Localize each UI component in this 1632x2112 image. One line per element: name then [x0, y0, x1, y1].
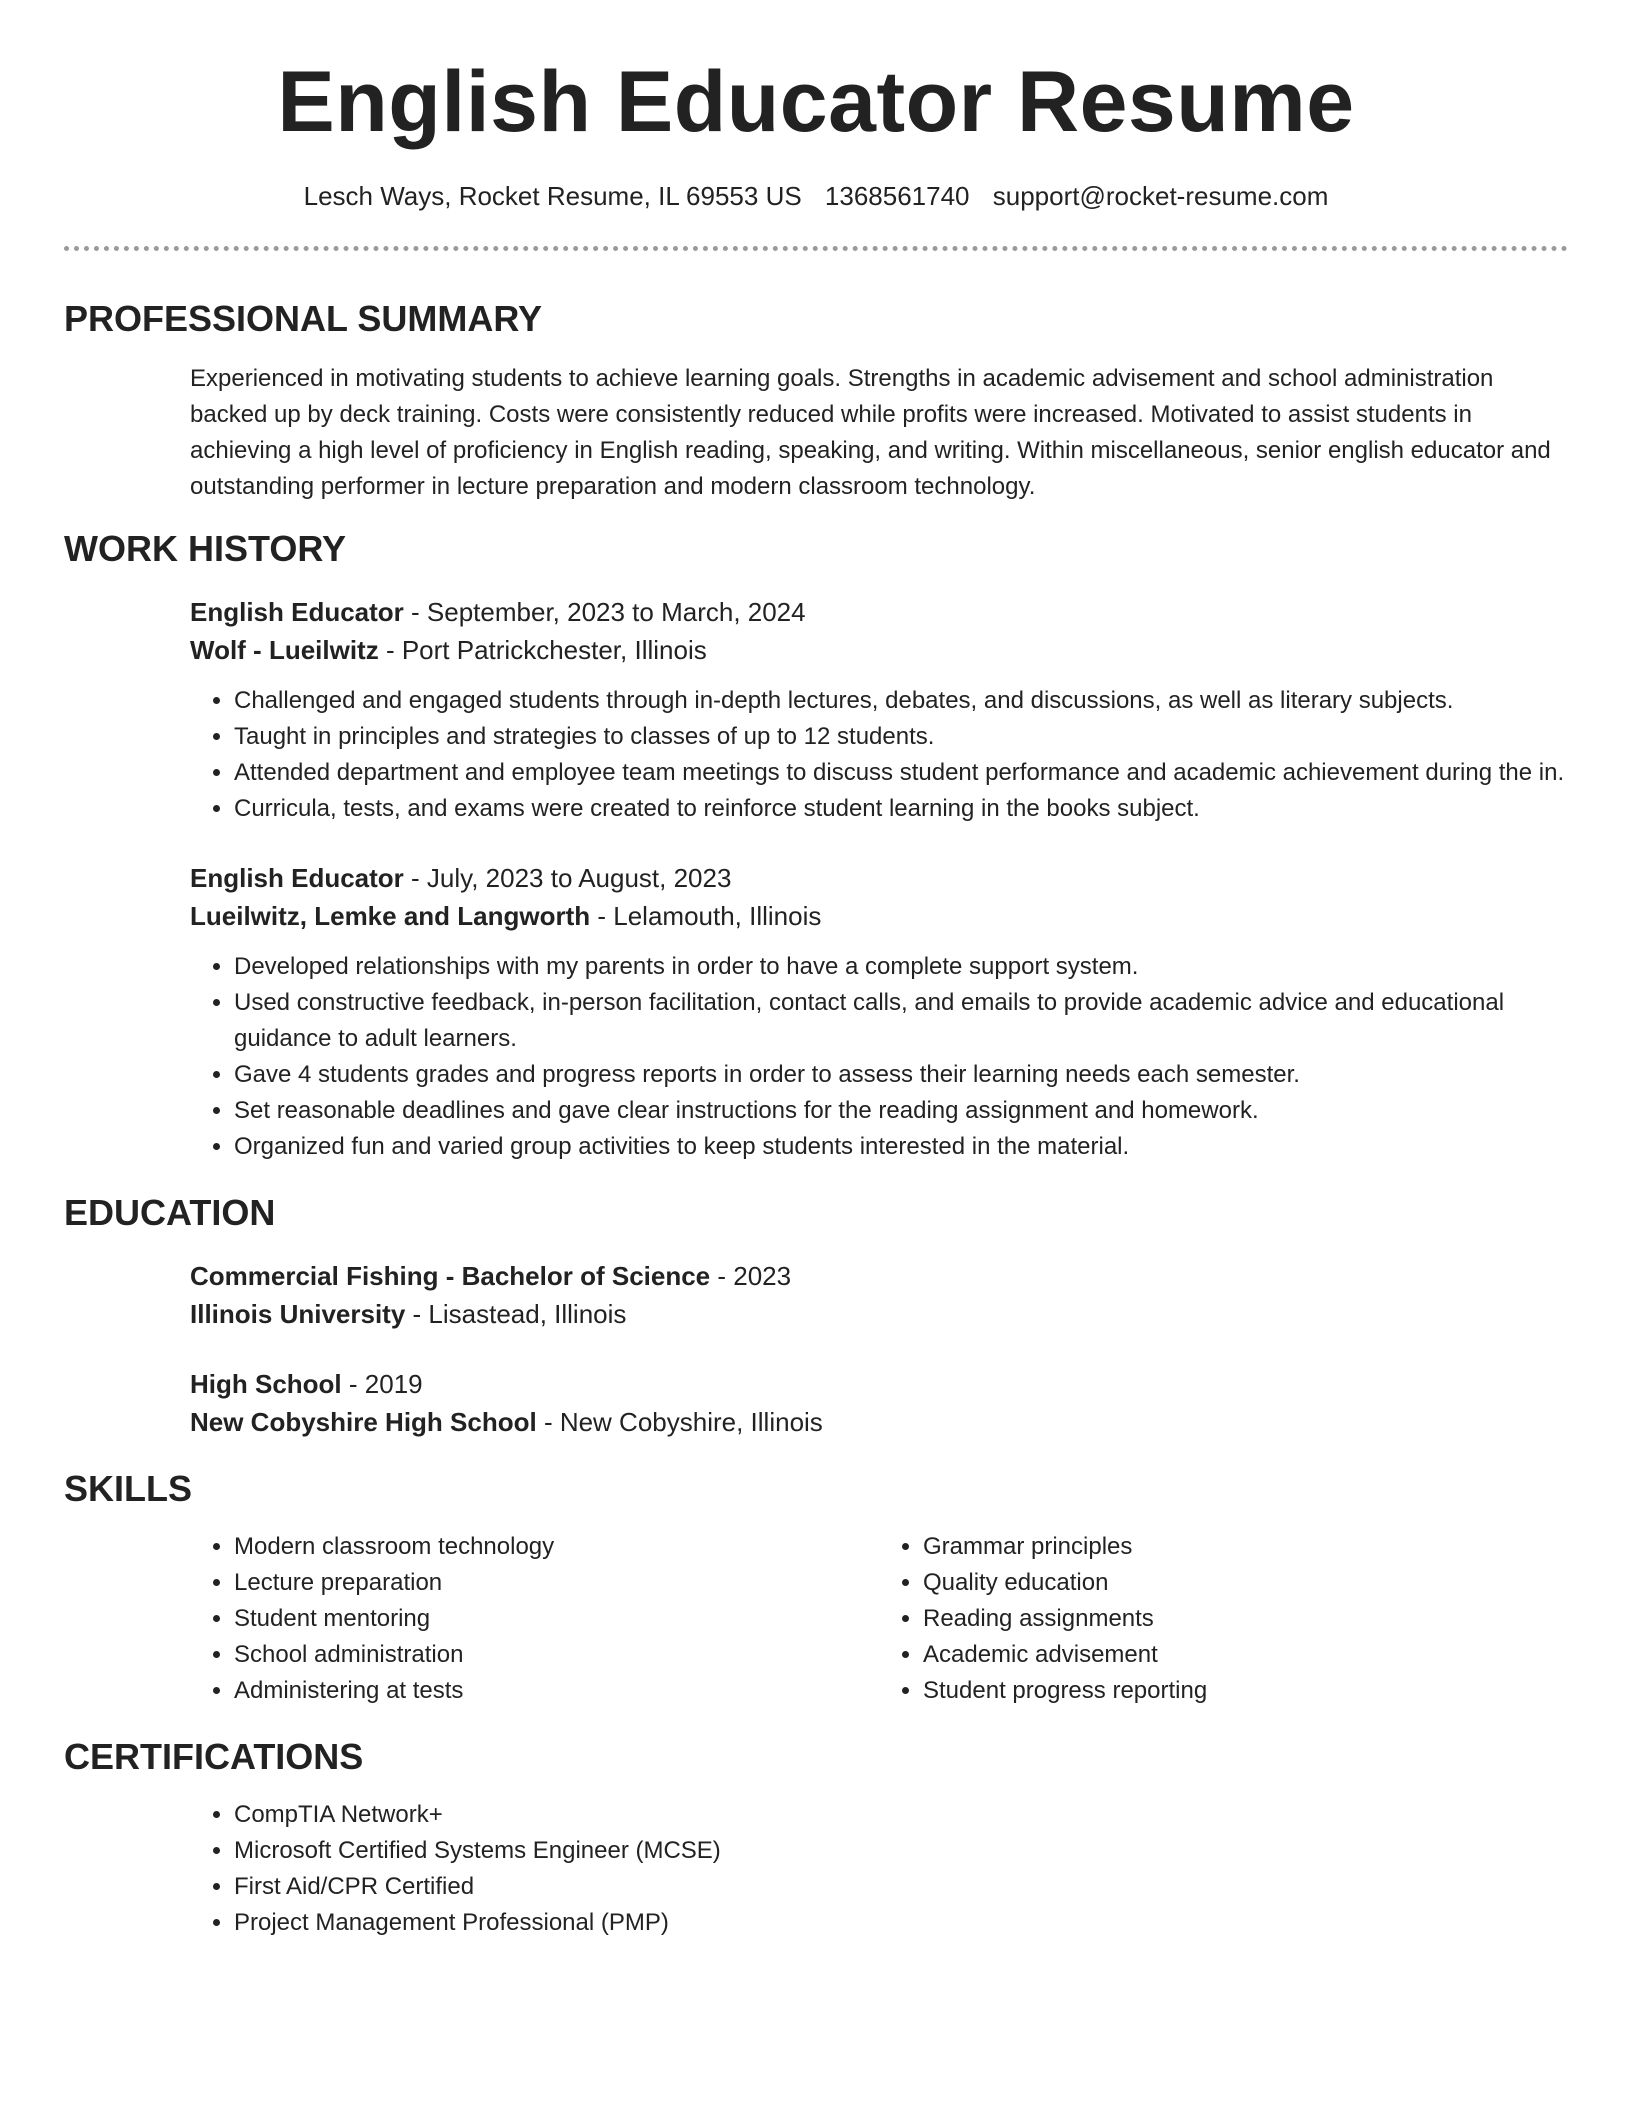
skills-column-left: [190, 1529, 879, 1709]
section-skills: [64, 1467, 1568, 1709]
certification-item: • Microsoft Certified Systems Engineer (MCSE): [234, 1833, 1568, 1869]
education-location: - Lisastead, Illinois: [405, 1299, 627, 1329]
section-title-work: WORK HISTORY: [64, 528, 347, 569]
skill-item: • Modern classroom technology: [234, 1529, 879, 1565]
section-title-skills: SKILLS: [64, 1468, 193, 1509]
education-year: - 2019: [341, 1369, 423, 1399]
education-degree-line: [190, 1365, 1568, 1403]
job-bullets: [190, 949, 1568, 1165]
job-entry: [190, 593, 1568, 827]
skill-item: • Reading assignments: [923, 1601, 1568, 1637]
skills-grid: [64, 1529, 1568, 1709]
resume-title: English Educator Resume: [277, 54, 1355, 150]
job-bullet: • Taught in principles and strategies to classes of up to 12 students.: [234, 719, 1568, 755]
section-title-summary: PROFESSIONAL SUMMARY: [64, 298, 543, 339]
education-degree-line: [190, 1257, 1568, 1295]
section-education: [64, 1191, 1568, 1441]
work-list: [64, 593, 1568, 1165]
job-company-line: [190, 631, 1568, 669]
job-bullets: [190, 683, 1568, 827]
contact-phone: 1368561740: [824, 181, 970, 211]
skill-item: • Quality education: [923, 1565, 1568, 1601]
job-title-line: [190, 593, 1568, 631]
education-entry: [190, 1257, 1568, 1333]
skill-item: • Grammar principles: [923, 1529, 1568, 1565]
header-divider: [64, 246, 1568, 251]
job-company: Wolf - Lueilwitz: [190, 635, 379, 665]
certifications-list: [64, 1797, 1568, 1941]
job-bullet: • Challenged and engaged students through in-depth lectures, debates, and discussions, as well as literary subjects.: [234, 683, 1568, 719]
skill-item: • Lecture preparation: [234, 1565, 879, 1601]
job-company-line: [190, 897, 1568, 935]
skill-item: • Administering at tests: [234, 1673, 879, 1709]
job-bullet: • Gave 4 students grades and progress reports in order to assess their learning needs each semester.: [234, 1057, 1568, 1093]
job-location: - Lelamouth, Illinois: [590, 901, 822, 931]
job-bullet: • Curricula, tests, and exams were created to reinforce student learning in the books subject.: [234, 791, 1568, 827]
contact-address: Lesch Ways, Rocket Resume, IL 69553 US: [303, 181, 802, 211]
resume-header: [64, 0, 1568, 214]
job-bullet: • Organized fun and varied group activities to keep students interested in the material.: [234, 1129, 1568, 1165]
section-title-certifications: CERTIFICATIONS: [64, 1736, 364, 1777]
job-bullet: • Attended department and employee team meetings to discuss student performance and academic achievement during the in.: [234, 755, 1568, 791]
education-degree: Commercial Fishing - Bachelor of Science: [190, 1261, 711, 1291]
job-bullet: • Used constructive feedback, in-person facilitation, contact calls, and emails to provide academic advice and educational guidance to adult learners.: [234, 985, 1568, 1057]
education-entry: [190, 1365, 1568, 1441]
job-location: - Port Patrickchester, Illinois: [378, 635, 707, 665]
education-year: - 2023: [710, 1261, 792, 1291]
education-school: New Cobyshire High School: [190, 1407, 537, 1437]
education-school: Illinois University: [190, 1299, 406, 1329]
certification-item: • First Aid/CPR Certified: [234, 1869, 1568, 1905]
job-dates: - September, 2023 to March, 2024: [403, 597, 806, 627]
job-bullet: • Developed relationships with my parents in order to have a complete support system.: [234, 949, 1568, 985]
education-list: [64, 1257, 1568, 1441]
section-certifications: [64, 1735, 1568, 1941]
education-school-line: [190, 1295, 1568, 1333]
education-location: - New Cobyshire, Illinois: [536, 1407, 823, 1437]
section-work-history: [64, 527, 1568, 1165]
job-entry: [190, 859, 1568, 1165]
skill-item: • Academic advisement: [923, 1637, 1568, 1673]
job-role: English Educator: [190, 863, 404, 893]
skills-column-right: [879, 1529, 1568, 1709]
job-company: Lueilwitz, Lemke and Langworth: [190, 901, 591, 931]
job-bullet: • Set reasonable deadlines and gave clear instructions for the reading assignment and homework.: [234, 1093, 1568, 1129]
skill-item: • Student progress reporting: [923, 1673, 1568, 1709]
section-title-education: EDUCATION: [64, 1192, 276, 1233]
certification-item: • CompTIA Network+: [234, 1797, 1568, 1833]
section-professional-summary: [64, 297, 1568, 505]
contact-email: support@rocket-resume.com: [992, 181, 1329, 211]
job-title-line: [190, 859, 1568, 897]
contact-line: [64, 178, 1568, 214]
certifications-bullets: [190, 1797, 1568, 1941]
education-school-line: [190, 1403, 1568, 1441]
summary-text: Experienced in motivating students to achieve learning goals. Strengths in academic advisement and school administration backed up by deck training. Costs were consistently reduced while profits were increased. Motivated to assist students in achieving a high level of proficiency in English reading, speaking, and writing. Within miscellaneous, senior english educator and outstanding performer in lecture preparation and modern classroom technology.: [190, 365, 1551, 500]
job-role: English Educator: [190, 597, 404, 627]
skill-item: • Student mentoring: [234, 1601, 879, 1637]
certification-item: • Project Management Professional (PMP): [234, 1905, 1568, 1941]
skill-item: • School administration: [234, 1637, 879, 1673]
education-degree: High School: [190, 1369, 342, 1399]
job-dates: - July, 2023 to August, 2023: [403, 863, 732, 893]
